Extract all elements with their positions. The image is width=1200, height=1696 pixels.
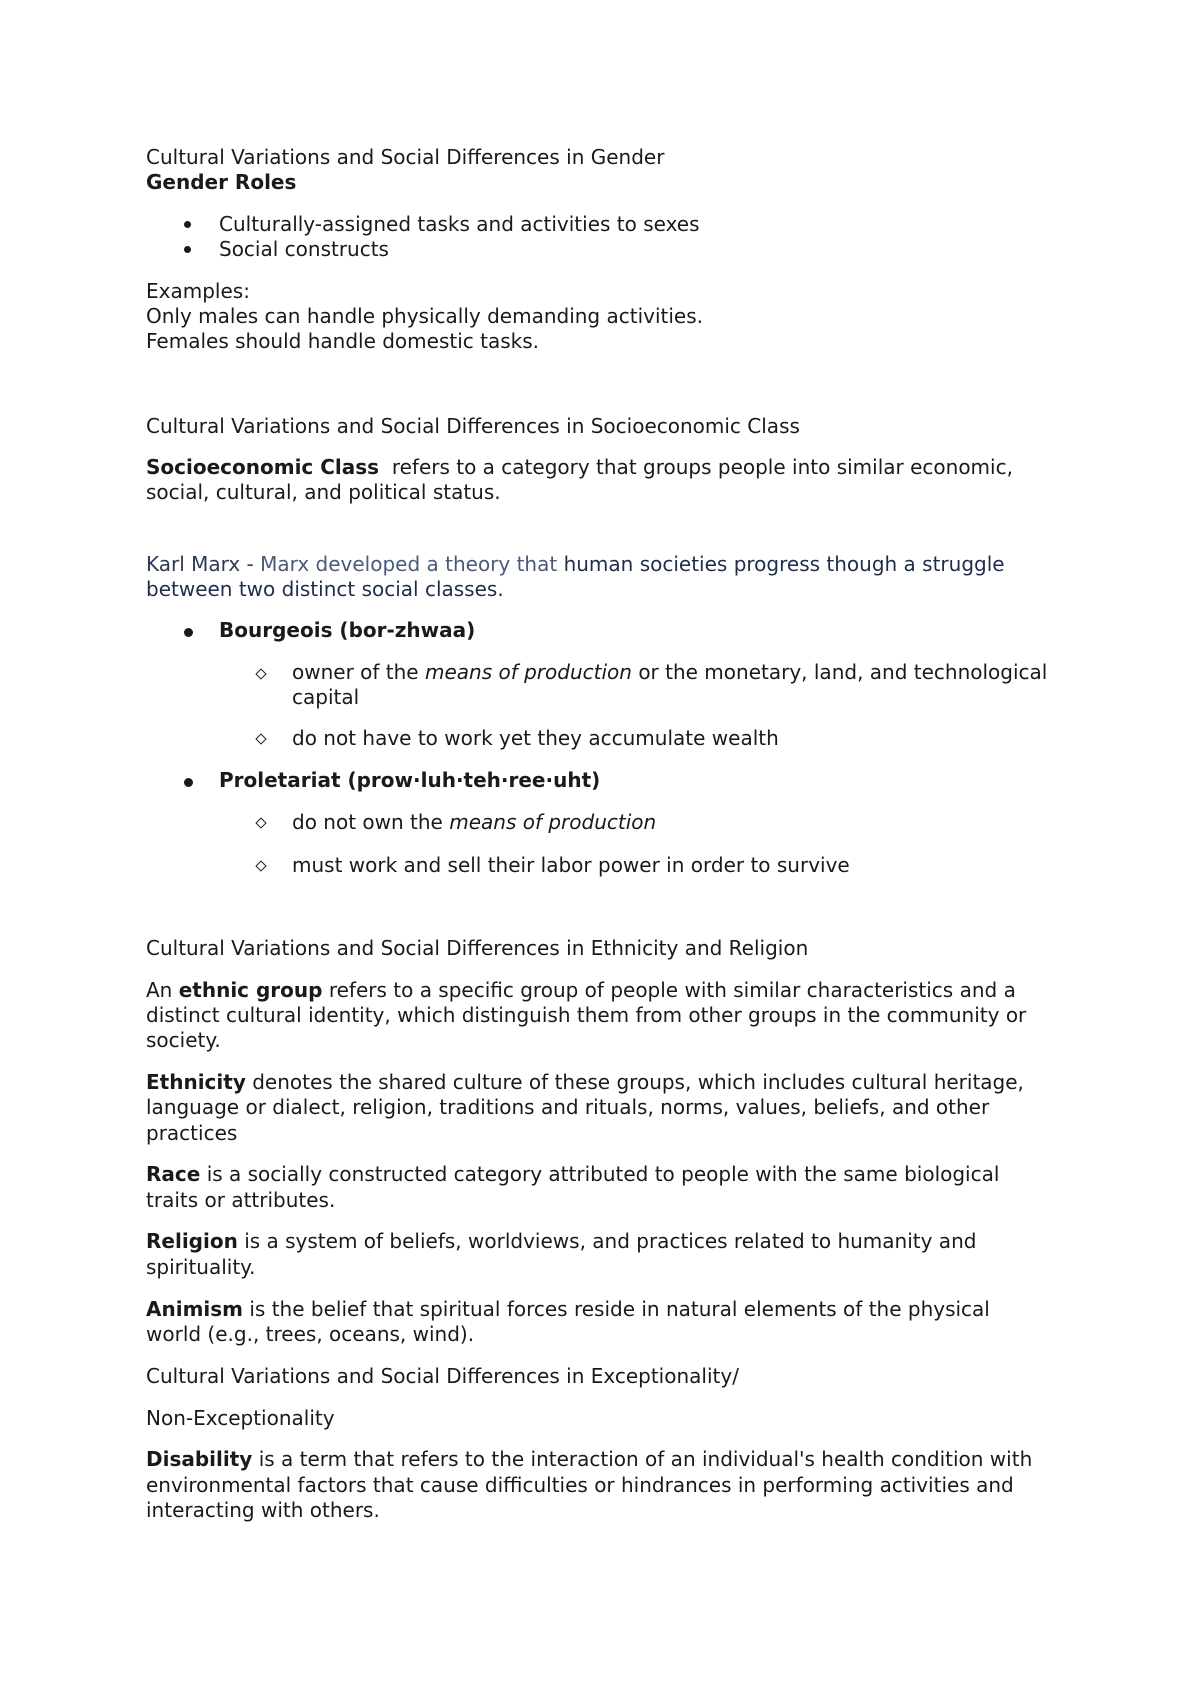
proletariat-item-text: do not own the (292, 810, 443, 834)
disability-term: Disability (146, 1447, 253, 1471)
paragraph-text: is a term that refers to the interaction of an individual's health condition with (258, 1447, 1033, 1471)
diamond-bullet-icon (255, 860, 266, 871)
paragraph-line: world (e.g., trees, oceans, wind). (146, 1322, 475, 1346)
race-term: Race (146, 1162, 201, 1186)
paragraph-text: refers to a specific group of people with similar characteristics and a (328, 978, 1016, 1002)
ethnic-group-term: ethnic group (178, 978, 323, 1002)
ethnicity-paragraph (146, 1070, 1024, 1095)
paragraph-line: traits or attributes. (146, 1188, 336, 1212)
means-of-production-emphasis: means of production (424, 660, 632, 684)
marx-theory-text: Marx developed a theory that (260, 552, 558, 576)
paragraph-line: distinct cultural identity, which distinguish them from other groups in the community or (146, 1003, 1027, 1027)
paragraph-line: society. (146, 1028, 221, 1052)
bourgeois-item-text: owner of the (292, 660, 419, 684)
paragraph-line: spirituality. (146, 1255, 256, 1279)
bullet-icon (184, 778, 193, 787)
disability-paragraph (146, 1447, 1032, 1472)
marx-line: between two distinct social classes. (146, 577, 504, 601)
bourgeois-item: do not have to work yet they accumulate wealth (292, 726, 779, 750)
paragraph-line: interacting with others. (146, 1498, 380, 1522)
bourgeois-item-text: or the monetary, land, and technological (638, 660, 1048, 684)
ethnic-heading: Cultural Variations and Social Differences in Ethnicity and Religion (146, 936, 809, 960)
socio-definition-line (146, 455, 1013, 480)
socio-definition-line: social, cultural, and political status. (146, 480, 501, 504)
example-line: Females should handle domestic tasks. (146, 329, 539, 353)
bullet-icon (184, 246, 191, 253)
bullet-icon (184, 221, 191, 228)
gender-bullet-item: Culturally-assigned tasks and activities to sexes (219, 212, 700, 236)
paragraph-line: language or dialect, religion, traditions and rituals, norms, values, beliefs, and other (146, 1095, 990, 1119)
socio-definition-text: refers to a category that groups people into similar economic, (391, 455, 1013, 479)
example-line: Only males can handle physically demanding activities. (146, 304, 704, 328)
paragraph-text: is a socially constructed category attributed to people with the same biological (206, 1162, 1000, 1186)
exceptionality-heading: Cultural Variations and Social Differences in Exceptionality/ (146, 1364, 739, 1388)
bourgeois-item-continuation: capital (292, 685, 360, 709)
paragraph-text: is the belief that spiritual forces reside in natural elements of the physical (249, 1297, 990, 1321)
paragraph-line: practices (146, 1121, 238, 1145)
religion-paragraph (146, 1229, 976, 1254)
ethnicity-term: Ethnicity (146, 1070, 246, 1094)
animism-paragraph (146, 1297, 990, 1322)
diamond-bullet-icon (255, 733, 266, 744)
bourgeois-title: Bourgeois (bor-zhwaa) (219, 618, 476, 642)
marx-theory-text: human societies progress though a struggle (563, 552, 1005, 576)
gender-bullet-item: Social constructs (219, 237, 389, 261)
bourgeois-item (292, 660, 1047, 685)
paragraph-line: environmental factors that cause difficulties or hindrances in performing activities and (146, 1473, 1014, 1497)
examples-label: Examples: (146, 279, 250, 303)
marx-name: Karl Marx - (146, 552, 254, 576)
paragraph-text: An (146, 978, 173, 1002)
religion-term: Religion (146, 1229, 238, 1253)
marx-line (146, 552, 1005, 577)
means-of-production-emphasis: means of production (449, 810, 657, 834)
socio-heading: Cultural Variations and Social Differences in Socioeconomic Class (146, 414, 800, 438)
diamond-bullet-icon (255, 817, 266, 828)
ethnic-group-paragraph (146, 978, 1016, 1003)
paragraph-text: is a system of beliefs, worldviews, and practices related to humanity and (244, 1229, 977, 1253)
proletariat-item: must work and sell their labor power in order to survive (292, 853, 850, 877)
bullet-icon (184, 628, 193, 637)
proletariat-item (292, 810, 656, 835)
race-paragraph (146, 1162, 999, 1187)
animism-term: Animism (146, 1297, 244, 1321)
exceptionality-heading: Non-Exceptionality (146, 1406, 335, 1430)
socio-term: Socioeconomic Class (146, 455, 380, 479)
paragraph-text: denotes the shared culture of these groups, which includes cultural heritage, (252, 1070, 1024, 1094)
diamond-bullet-icon (255, 668, 266, 679)
gender-roles-subheading: Gender Roles (146, 170, 297, 194)
gender-heading: Cultural Variations and Social Differences in Gender (146, 145, 665, 169)
proletariat-title: Proletariat (prow·luh·teh·ree·uht) (219, 768, 601, 792)
